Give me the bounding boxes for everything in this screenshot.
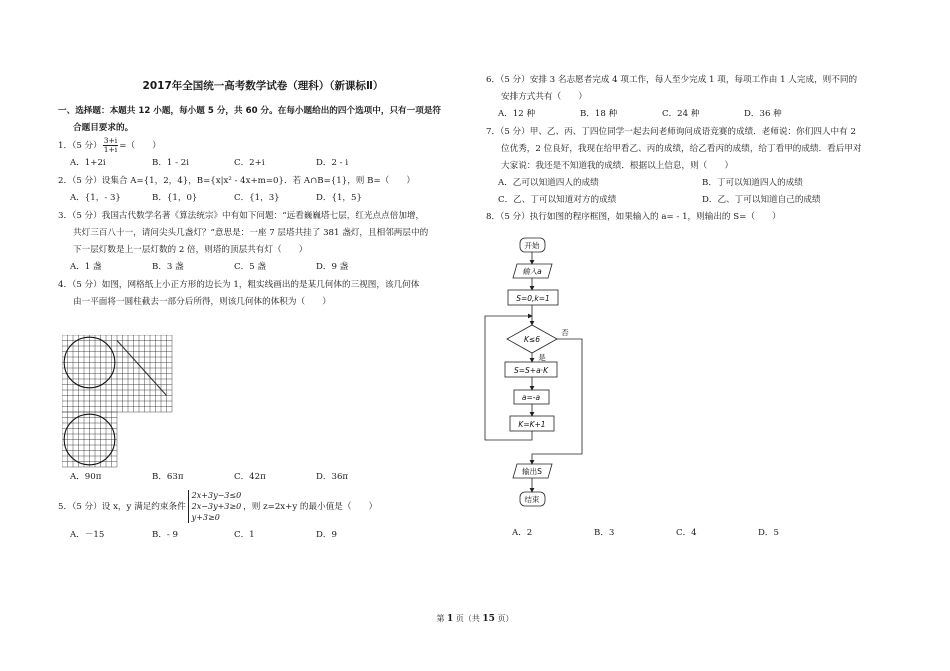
option-a: A．1 盏 xyxy=(70,262,102,272)
flow-init-label: S=0,k=1 xyxy=(516,294,550,303)
question-5: 5．（5 分）设 x，y 满足约束条件 2x+3y−3≤0 2x−3y+3≥0 y+3≥0 ，则 z=2x+y 的最小值是（ ） xyxy=(58,491,378,522)
page-title: 2017年全国统一高考数学试卷（理科）（新课标Ⅱ） xyxy=(142,80,384,92)
question-3: 3．（5 分）我国古代数学名著《算法统宗》中有如下问题：“远看巍巍塔七层，红光点点倍加增， 共灯三百八十一，请问尖头几盏灯？”意思是：一座 7 层塔共挂了 381 盏灯，且相邻两层中的 下一层灯数是上一层灯数的 2 倍，则塔的顶层共有灯（ ） xyxy=(58,211,429,255)
program-flowchart xyxy=(480,232,620,517)
flow-input-label: 输入a xyxy=(522,267,542,276)
option-d: D．36π xyxy=(316,472,349,482)
flow-start-label: 开始 xyxy=(524,241,540,250)
option-a: A．12 种 xyxy=(498,109,536,119)
flow-end-label: 结束 xyxy=(524,495,540,504)
option-d: D．5 xyxy=(758,528,779,538)
question-5-options xyxy=(58,527,468,544)
flow-output-label: 输出S xyxy=(522,467,542,476)
current-page: 1 xyxy=(447,614,454,624)
option-b: B．{1，0} xyxy=(152,193,198,203)
question-7: 7．（5 分）甲、乙、丙、丁四位同学一起去问老师询问成语竞赛的成绩．老师说：你们四人中有 2 位优秀，2 位良好，我现在给甲看乙、丙的成绩，给乙看丙的成绩，给丁看甲的成绩．看后甲对 大家说：我还是不知道我的成绩．根据以上信息，则（ ） xyxy=(486,127,862,171)
question-2-options xyxy=(58,190,468,207)
option-a: A．90π xyxy=(70,472,102,482)
question-3-options xyxy=(58,259,468,276)
flow-condition-label: K≤6 xyxy=(524,335,540,344)
option-c: C．4 xyxy=(676,528,697,538)
option-c: C．5 盏 xyxy=(234,262,266,272)
option-b: B．63π xyxy=(152,472,184,482)
question-2: 2．（5 分）设集合 A={1，2，4}，B={x|x² - 4x+m=0}．若 A∩B={1}，则 B=（ ） xyxy=(58,176,416,186)
option-b: B．丁可以知道四人的成绩 xyxy=(702,178,803,188)
question-6-options xyxy=(486,106,906,123)
flow-yes-label: 是 xyxy=(538,353,546,362)
option-c: C．1 xyxy=(234,530,255,540)
option-d: D．2 - i xyxy=(316,158,349,168)
option-a: A．乙可以知道四人的成绩 xyxy=(498,178,599,188)
flow-step-negate-label: a=-a xyxy=(521,393,541,402)
question-7-options xyxy=(486,175,906,209)
fraction: $\frac{3+i}{1+i}$ xyxy=(103,136,118,154)
page-footer: 第 1 页（共 15 页） xyxy=(436,614,514,624)
option-d: D．9 盏 xyxy=(316,262,349,272)
flow-step-sum-label: S=S+a·K xyxy=(514,366,548,375)
question-1: 1．（5 分） $\frac{3+i}{1+i}$ =（ ） xyxy=(58,136,161,154)
flow-step-increment-label: K=K+1 xyxy=(518,420,546,429)
option-a: A．2 xyxy=(512,528,533,538)
option-d: D．36 种 xyxy=(744,109,782,119)
option-c: C．24 种 xyxy=(662,109,700,119)
option-d: D．{1，5} xyxy=(316,193,362,203)
option-c: C．42π xyxy=(234,472,266,482)
option-c: C．乙、丁可以知道对方的成绩 xyxy=(498,195,617,205)
option-d: D．乙、丁可以知道自己的成绩 xyxy=(702,195,821,205)
total-pages: 15 xyxy=(482,614,495,624)
option-b: B．18 种 xyxy=(580,109,618,119)
constraint-system: 2x+3y−3≤0 2x−3y+3≥0 y+3≥0 xyxy=(188,490,242,523)
option-d: D．9 xyxy=(316,530,337,540)
option-b: B．3 xyxy=(594,528,615,538)
option-c: C．{1，3} xyxy=(234,193,280,203)
question-6: 6．（5 分）安排 3 名志愿者完成 4 项工作，每人至少完成 1 项，每项工作由 1 人完成，则不同的 安排方式共有（ ） xyxy=(486,75,858,102)
flow-no-label: 否 xyxy=(561,328,569,337)
option-b: B．- 9 xyxy=(152,530,179,540)
question-8-options xyxy=(500,525,840,542)
option-b: B．3 盏 xyxy=(152,262,184,272)
question-1-options xyxy=(58,155,468,172)
right-column xyxy=(486,72,906,226)
question-8: 8．（5 分）执行如图的程序框图，如果输入的 a= - 1，则输出的 S=（ ） xyxy=(486,212,781,222)
three-view-figure xyxy=(62,335,180,489)
section-heading: 一、选择题：本题共 12 小题，每小题 5 分，共 60 分。在每小题给出的四个选项中，只有一项是符 合题目要求的。 xyxy=(58,106,442,133)
option-c: C．2+i xyxy=(234,158,265,168)
question-4: 4．（5 分）如图，网格纸上小正方形的边长为 1，粗实线画出的是某几何体的三视图，该几何体 由一平面将一圆柱截去一部分后所得，则该几何体的体积为（ ） xyxy=(58,280,420,307)
option-a: A．{1，- 3} xyxy=(70,193,121,203)
option-b: B．1 - 2i xyxy=(152,158,189,168)
option-a: A．－15 xyxy=(70,530,105,540)
option-a: A．1+2i xyxy=(70,158,106,168)
